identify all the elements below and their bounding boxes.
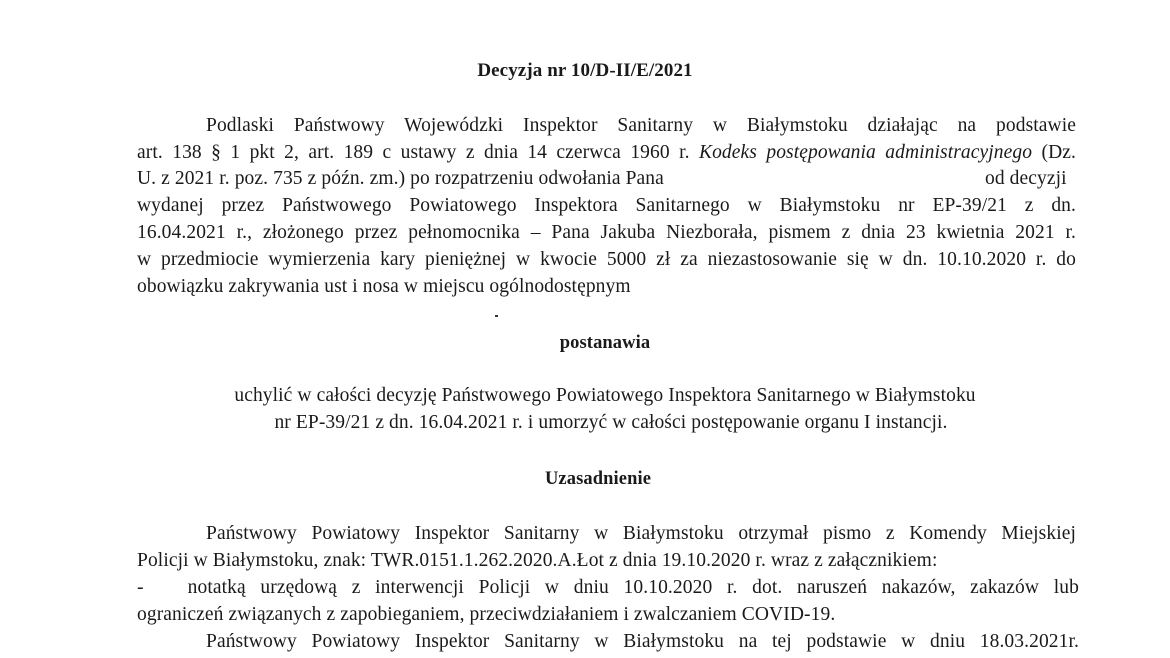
intro-line-6: w przedmiocie wymierzenia kary pieniężnej w kwocie 5000 zł za niezastosowanie się w dn. 10.10.2020 r. do [137, 249, 1076, 270]
decision-title: Decyzja nr 10/D-II/E/2021 [477, 60, 693, 81]
intro-line-3-right: od decyzji [985, 168, 1067, 189]
intro-line-3-left: U. z 2021 r. poz. 735 z późn. zm.) po rozpatrzeniu odwołania Pana [137, 168, 664, 189]
intro-line-2-text: art. 138 § 1 pkt 2, art. 189 c ustawy z dnia 14 czerwca 1960 r. [137, 142, 690, 163]
intro-line-4: wydanej przez Państwowego Powiatowego Inspektora Sanitarnego w Białymstoku nr EP-39/21 z dn. [137, 195, 1076, 216]
justification-line-2: Policji w Białymstoku, znak: TWR.0151.1.262.2020.A.Łot z dnia 19.10.2020 r. wraz z załącznikiem: [137, 550, 938, 571]
justification-line-3: - notatką urzędową z interwencji Policji w dniu 10.10.2020 r. dot. naruszeń nakazów, zakazów lub [137, 577, 1079, 598]
justification-heading: Uzasadnienie [544, 469, 652, 489]
ruling-line-1: uchylić w całości decyzję Państwowego Powiatowego Inspektora Sanitarnego w Białymstoku [234, 385, 976, 406]
ruling-line-2: nr EP-39/21 z dn. 16.04.2021 r. i umorzyć w całości postępowanie organu I instancji. [274, 412, 948, 433]
intro-line-2 [137, 140, 1076, 166]
justification-line-4: ograniczeń związanych z zapobieganiem, przeciwdziałaniem i zwalczaniem COVID-19. [137, 604, 836, 625]
intro-line-7: obowiązku zakrywania ust i nosa w miejscu ogólnodostępnym [137, 276, 631, 297]
intro-line-2-tail: (Dz. [1041, 142, 1076, 163]
justification-line-1: Państwowy Powiatowy Inspektor Sanitarny w Białymstoku otrzymał pismo z Komendy Miejskiej [206, 523, 1076, 544]
decides-heading: postanawia [559, 333, 651, 353]
code-name-italic: Kodeks postępowania administracyjnego [698, 142, 1033, 163]
intro-line-1: Podlaski Państwowy Wojewódzki Inspektor Sanitarny w Białymstoku działając na podstawie [206, 115, 1076, 136]
scan-speck [495, 315, 498, 317]
intro-line-5: 16.04.2021 r., złożonego przez pełnomocnika – Pana Jakuba Niezborała, pismem z dnia 23 kwietnia 2021 r. [137, 222, 1076, 243]
justification-line-5: Państwowy Powiatowy Inspektor Sanitarny w Białymstoku na tej podstawie w dniu 18.03.2021r. [206, 631, 1079, 652]
